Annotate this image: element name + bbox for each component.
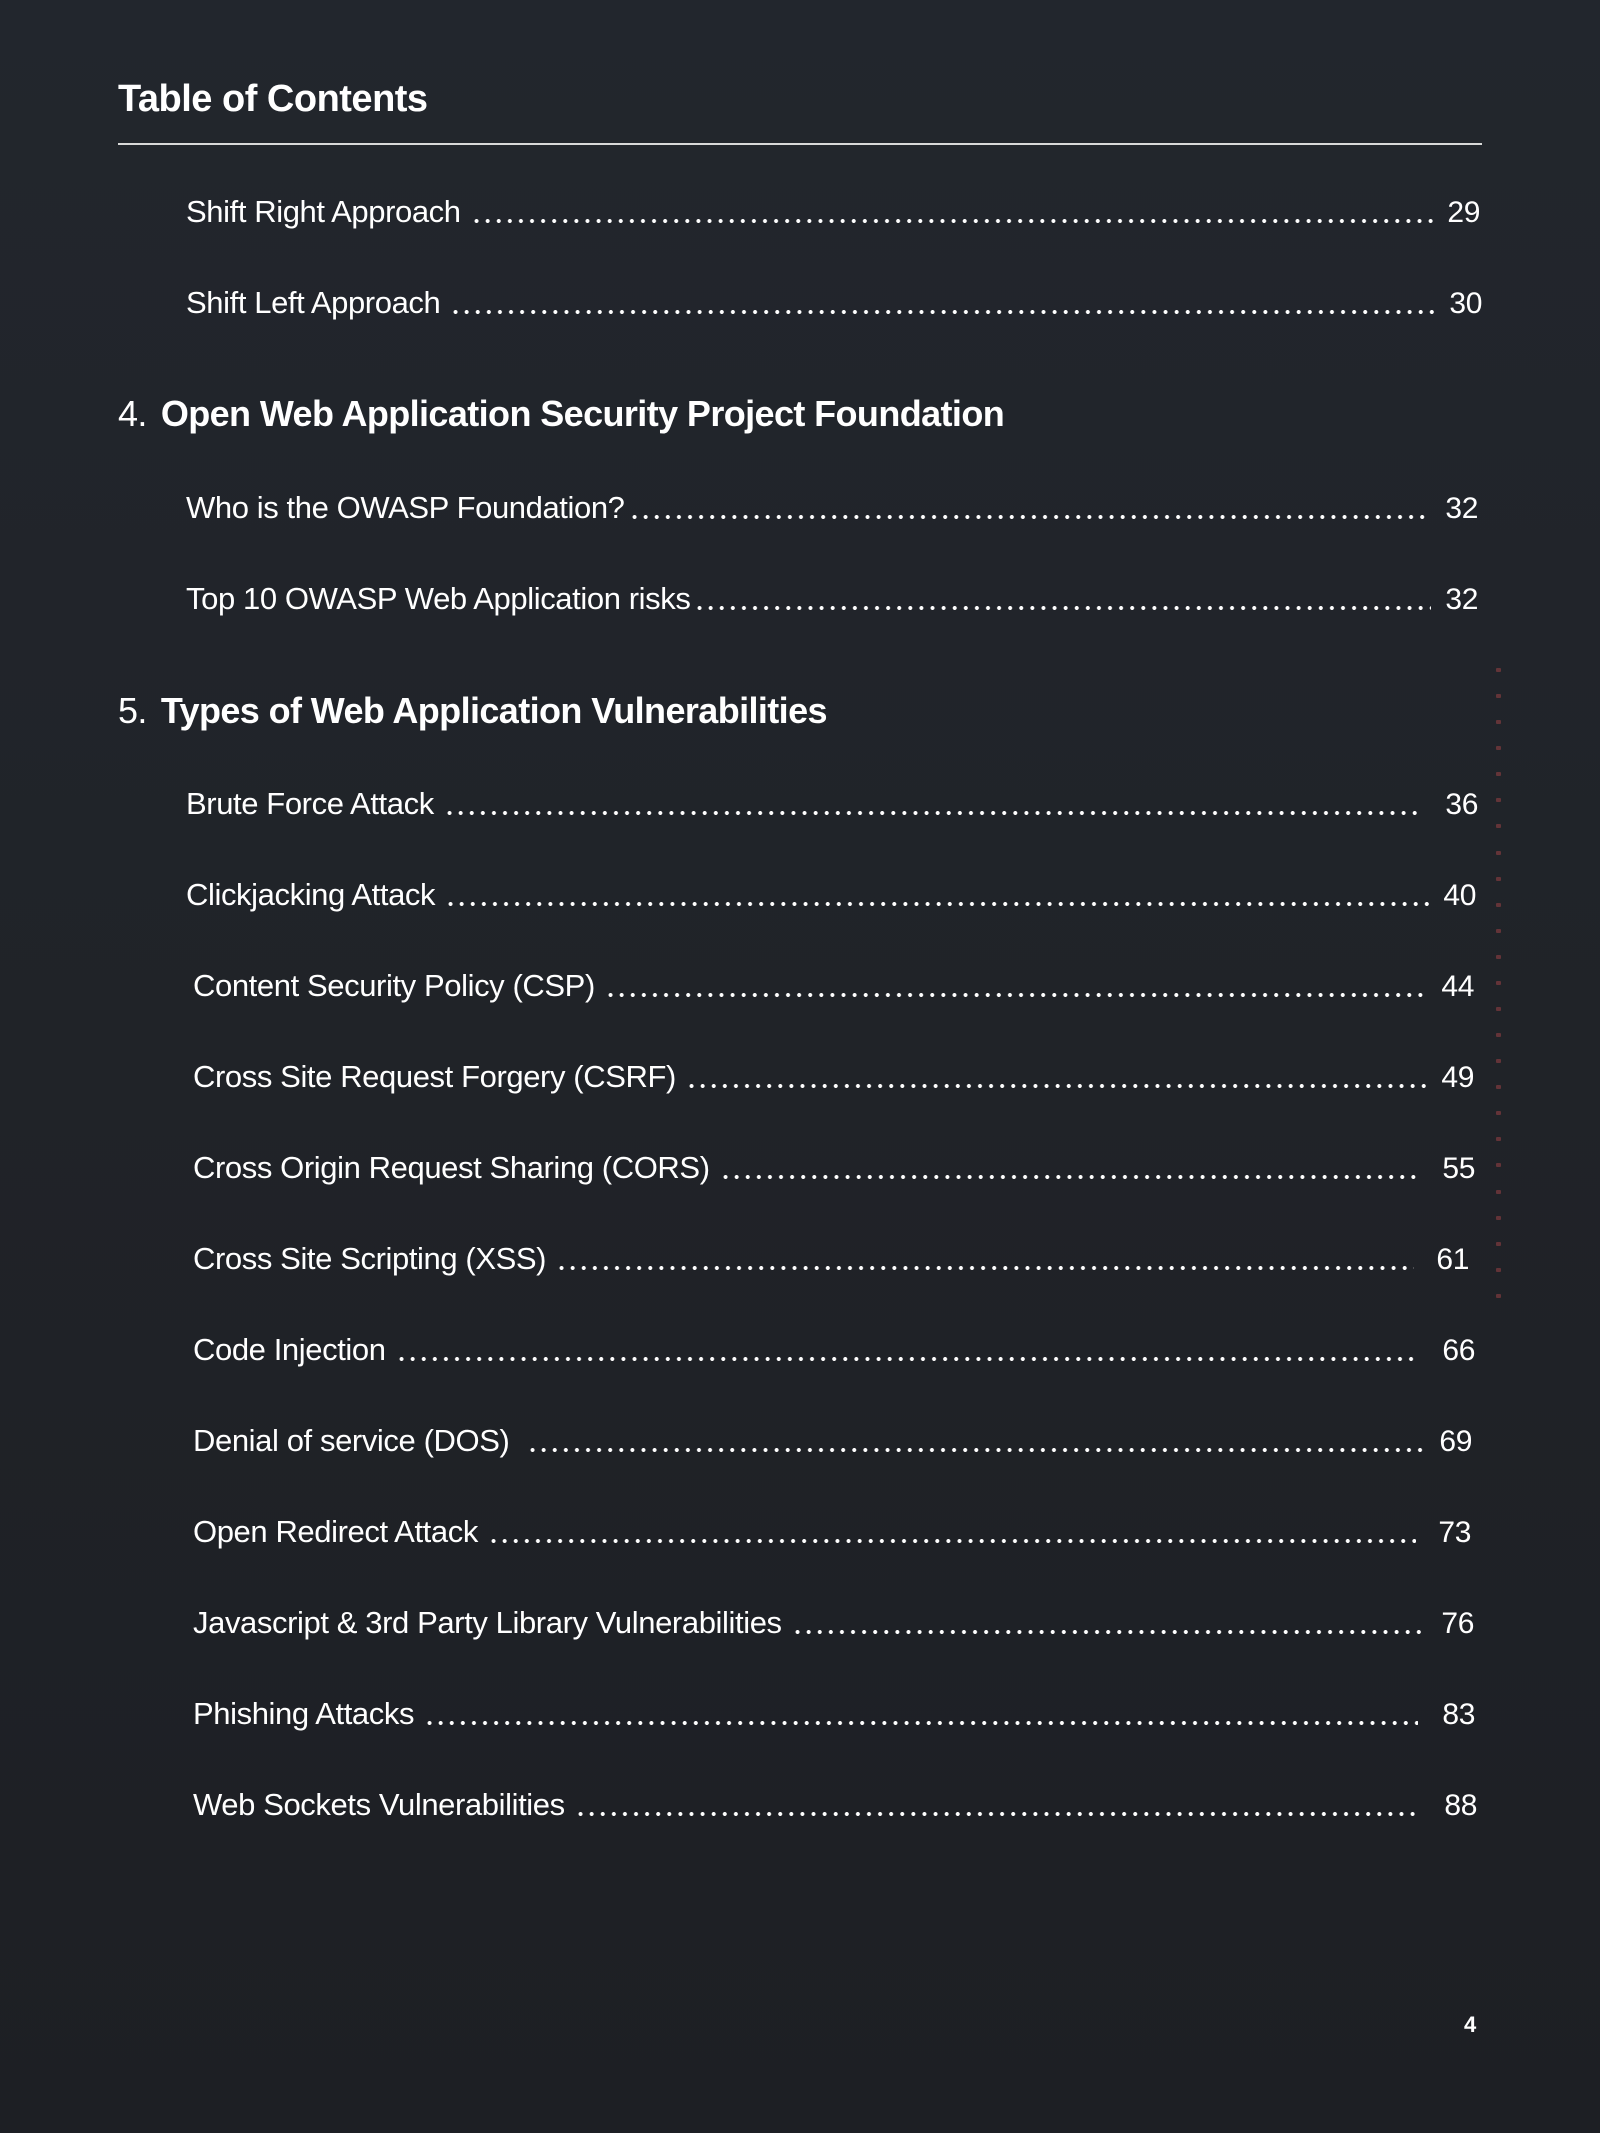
- toc-entry-label: Web Sockets Vulnerabilities: [193, 1787, 565, 1822]
- toc-entry-shift-left[interactable]: [186, 285, 1482, 321]
- toc-entry-page: 73: [1438, 1516, 1471, 1549]
- section-heading-4[interactable]: [118, 393, 1004, 435]
- toc-entry-label: Javascript & 3rd Party Library Vulnerabilities: [193, 1605, 782, 1640]
- dot-leader: [556, 1265, 1414, 1271]
- toc-entry-page: 61: [1436, 1243, 1469, 1276]
- toc-entry-clickjacking[interactable]: [186, 877, 1476, 913]
- dot-leader: [605, 992, 1428, 998]
- toc-entry-label: Code Injection: [193, 1332, 386, 1367]
- toc-entry-owasp-foundation[interactable]: [186, 490, 1478, 526]
- toc-entry-label: Clickjacking Attack: [186, 877, 436, 912]
- page-number: 4: [1464, 2012, 1477, 2037]
- toc-entry-page: 36: [1445, 788, 1478, 821]
- dot-leader: [488, 1538, 1416, 1544]
- toc-entry-page: 44: [1441, 970, 1474, 1003]
- section-heading-5[interactable]: [118, 690, 827, 732]
- toc-entry-label: Cross Site Request Forgery (CSRF): [193, 1059, 676, 1094]
- toc-entry-brute-force[interactable]: [186, 786, 1478, 822]
- dot-leader: [720, 1174, 1421, 1180]
- toc-entry-page: 40: [1443, 879, 1476, 912]
- toc-entry-open-redirect[interactable]: [193, 1514, 1471, 1550]
- dot-leader: [445, 901, 1429, 907]
- dot-leader: [792, 1629, 1428, 1635]
- section-title: Types of Web Application Vulnerabilities: [160, 690, 827, 731]
- toc-entry-code-injection[interactable]: [193, 1332, 1475, 1368]
- toc-entry-page: 66: [1442, 1334, 1475, 1367]
- toc-entry-javascript-libraries[interactable]: [193, 1605, 1474, 1641]
- dot-leader: [424, 1720, 1418, 1726]
- dot-leader: [575, 1811, 1421, 1817]
- toc-entry-shift-right[interactable]: [186, 194, 1480, 230]
- toc-entry-xss[interactable]: [193, 1241, 1469, 1277]
- toc-entry-label: Who is the OWASP Foundation?: [186, 490, 625, 525]
- section-number: 4.: [118, 393, 147, 434]
- toc-entry-page: 55: [1442, 1152, 1475, 1185]
- toc-entry-csrf[interactable]: [193, 1059, 1474, 1095]
- toc-entry-page: 88: [1444, 1789, 1477, 1822]
- dot-leader: [694, 605, 1431, 611]
- toc-entry-dos[interactable]: [193, 1423, 1472, 1459]
- toc-entry-page: 69: [1439, 1425, 1472, 1458]
- section-number: 5.: [118, 690, 147, 731]
- toc-entry-page: 49: [1441, 1061, 1474, 1094]
- toc-entry-csp[interactable]: [193, 968, 1474, 1004]
- toc-entry-label: Phishing Attacks: [193, 1696, 415, 1731]
- dot-leader: [444, 810, 1422, 816]
- toc-entry-owasp-top10[interactable]: [186, 581, 1478, 617]
- toc-entry-cors[interactable]: [193, 1150, 1475, 1186]
- toc-entry-label: Denial of service (DOS): [193, 1423, 510, 1458]
- dot-leader: [527, 1447, 1425, 1453]
- page-title: Table of Contents: [118, 78, 428, 120]
- toc-entry-page: 83: [1442, 1698, 1475, 1731]
- toc-entry-phishing[interactable]: [193, 1696, 1475, 1732]
- toc-entry-label: Content Security Policy (CSP): [193, 968, 595, 1003]
- toc-entry-label: Open Redirect Attack: [193, 1514, 478, 1549]
- dot-leader: [450, 309, 1435, 315]
- dot-leader: [396, 1356, 1421, 1362]
- toc-entry-page: 76: [1441, 1607, 1474, 1640]
- dot-leader: [686, 1083, 1428, 1089]
- toc-entry-label: Shift Left Approach: [186, 285, 441, 320]
- toc-entry-page: 32: [1445, 492, 1478, 525]
- toc-entry-label: Top 10 OWASP Web Application risks: [186, 581, 691, 616]
- toc-entry-web-sockets[interactable]: [193, 1787, 1477, 1823]
- toc-entry-label: Cross Site Scripting (XSS): [193, 1241, 547, 1276]
- decorative-edge-marks: [1494, 668, 1502, 1298]
- dot-leader: [471, 218, 1434, 224]
- toc-entry-page: 32: [1445, 583, 1478, 616]
- toc-entry-label: Cross Origin Request Sharing (CORS): [193, 1150, 710, 1185]
- title-divider: [118, 143, 1482, 145]
- toc-entry-page: 29: [1447, 196, 1480, 229]
- section-title: Open Web Application Security Project Foundation: [160, 393, 1005, 434]
- toc-entry-page: 30: [1449, 287, 1482, 320]
- toc-entry-label: Shift Right Approach: [186, 194, 461, 229]
- toc-entry-label: Brute Force Attack: [186, 786, 434, 821]
- dot-leader: [629, 514, 1432, 520]
